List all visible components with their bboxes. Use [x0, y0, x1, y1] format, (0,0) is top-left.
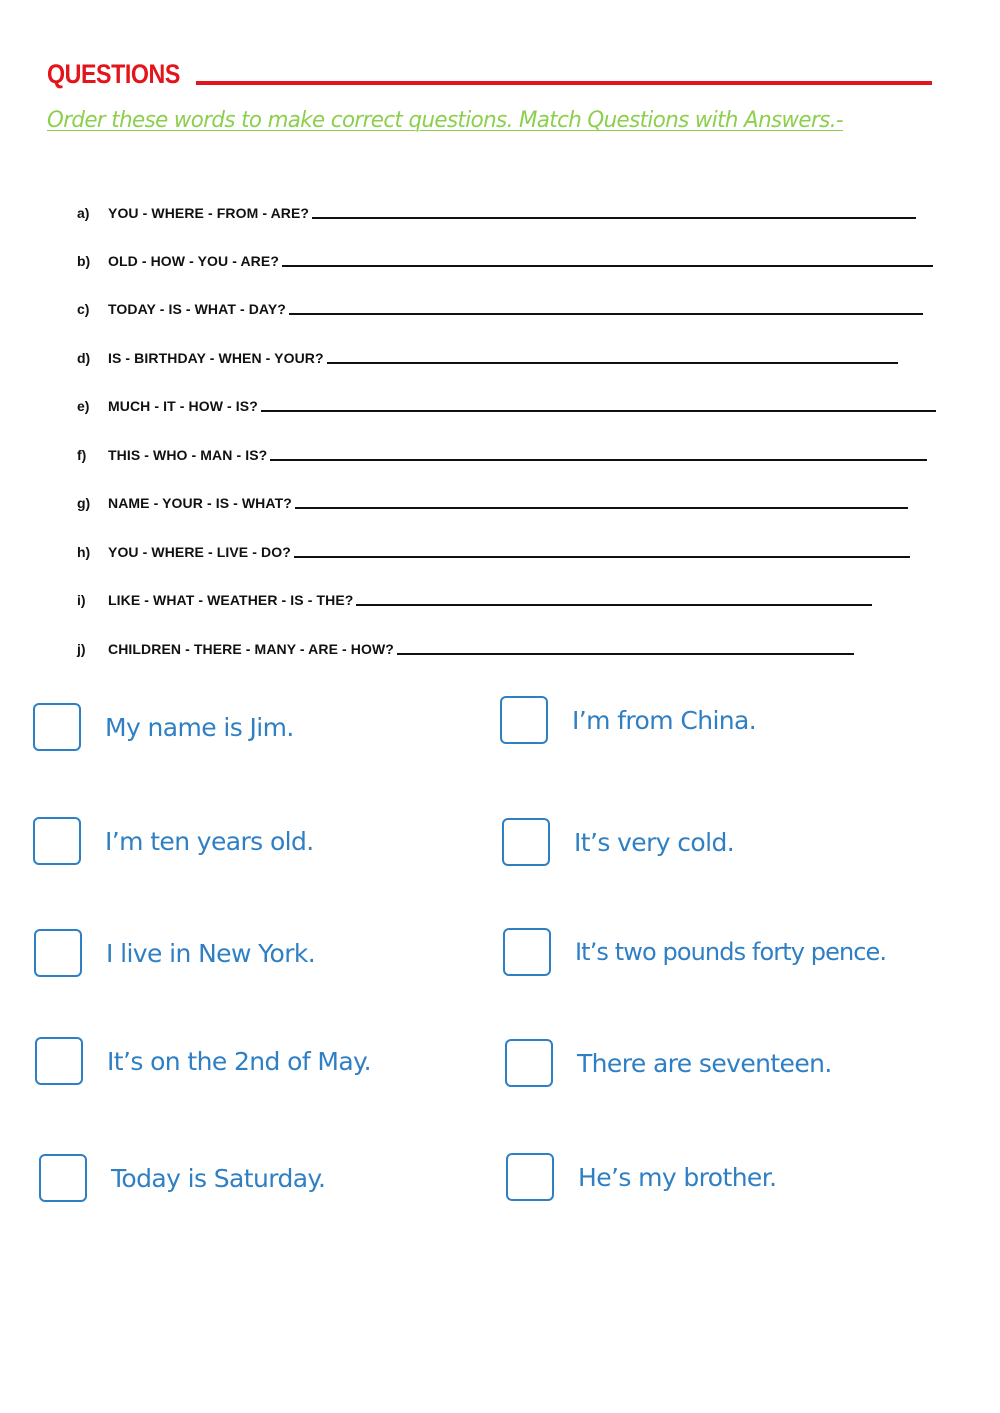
- question-words: THIS - WHO - MAN - IS?: [108, 447, 268, 463]
- question-row-j: [77, 634, 854, 658]
- answer-checkbox[interactable]: [500, 696, 548, 744]
- question-row-e: [77, 391, 936, 415]
- question-letter: e): [77, 398, 90, 414]
- question-row-f: [77, 440, 927, 464]
- question-words: YOU - WHERE - LIVE - DO?: [108, 544, 291, 560]
- answer-option: [35, 1033, 371, 1089]
- answer-text: It’s two pounds forty pence.: [575, 938, 887, 966]
- question-row-h: [77, 537, 910, 561]
- question-letter: g): [77, 495, 91, 511]
- question-row-d: [77, 343, 898, 367]
- question-letter: b): [77, 253, 91, 269]
- answer-text: I live in New York.: [106, 938, 316, 968]
- question-row-g: [77, 488, 908, 512]
- answer-option: [500, 692, 756, 748]
- answer-checkbox[interactable]: [505, 1039, 553, 1087]
- question-row-a: [77, 198, 916, 222]
- question-letter: d): [77, 350, 91, 366]
- answer-line[interactable]: [356, 604, 872, 606]
- answer-checkbox[interactable]: [33, 703, 81, 751]
- answer-text: I’m ten years old.: [105, 826, 314, 856]
- question-row-i: [77, 585, 872, 609]
- page-title: QUESTIONS: [47, 59, 180, 89]
- answer-option: [506, 1149, 776, 1205]
- question-letter: j): [77, 641, 86, 657]
- question-letter: i): [77, 592, 86, 608]
- answer-option: [33, 699, 294, 755]
- answer-text: Today is Saturday.: [111, 1163, 326, 1193]
- answer-checkbox[interactable]: [33, 817, 81, 865]
- answer-option: [505, 1035, 832, 1091]
- question-row-b: [77, 246, 933, 270]
- answer-line[interactable]: [270, 459, 927, 461]
- question-words: TODAY - IS - WHAT - DAY?: [108, 301, 286, 317]
- answer-line[interactable]: [282, 265, 933, 267]
- question-row-c: [77, 294, 923, 318]
- answer-option: [503, 924, 886, 980]
- answer-option: [33, 813, 314, 869]
- question-words: YOU - WHERE - FROM - ARE?: [108, 205, 310, 221]
- question-words: MUCH - IT - HOW - IS?: [108, 398, 258, 414]
- question-words: IS - BIRTHDAY - WHEN - YOUR?: [108, 350, 324, 366]
- answer-checkbox[interactable]: [503, 928, 551, 976]
- answer-checkbox[interactable]: [506, 1153, 554, 1201]
- answer-option: [39, 1150, 325, 1206]
- question-words: NAME - YOUR - IS - WHAT?: [108, 495, 292, 511]
- answer-checkbox[interactable]: [502, 818, 550, 866]
- answer-text: There are seventeen.: [577, 1048, 832, 1078]
- answer-checkbox[interactable]: [35, 1037, 83, 1085]
- answer-text: It’s very cold.: [574, 827, 735, 857]
- answer-option: [502, 814, 734, 870]
- question-words: OLD - HOW - YOU - ARE?: [108, 253, 279, 269]
- answer-text: I’m from China.: [572, 705, 757, 735]
- instruction-text: Order these words to make correct questions. Match Questions with Answers.-: [47, 108, 844, 133]
- question-words: LIKE - WHAT - WEATHER - IS - THE?: [108, 592, 354, 608]
- answer-checkbox[interactable]: [39, 1154, 87, 1202]
- question-words: CHILDREN - THERE - MANY - ARE - HOW?: [108, 641, 394, 657]
- answer-line[interactable]: [397, 653, 854, 655]
- question-letter: h): [77, 544, 91, 560]
- answer-line[interactable]: [261, 410, 936, 412]
- answer-line[interactable]: [289, 313, 923, 315]
- title-underline: [196, 81, 932, 85]
- question-letter: a): [77, 205, 90, 221]
- answer-line[interactable]: [327, 362, 898, 364]
- answer-text: My name is Jim.: [105, 712, 294, 742]
- answer-text: He’s my brother.: [578, 1162, 777, 1192]
- answer-line[interactable]: [312, 217, 916, 219]
- answer-checkbox[interactable]: [34, 929, 82, 977]
- answer-option: [34, 925, 315, 981]
- question-letter: f): [77, 447, 87, 463]
- answer-text: It’s on the 2nd of May.: [107, 1046, 372, 1076]
- answer-line[interactable]: [295, 507, 908, 509]
- question-letter: c): [77, 301, 90, 317]
- answer-line[interactable]: [294, 556, 910, 558]
